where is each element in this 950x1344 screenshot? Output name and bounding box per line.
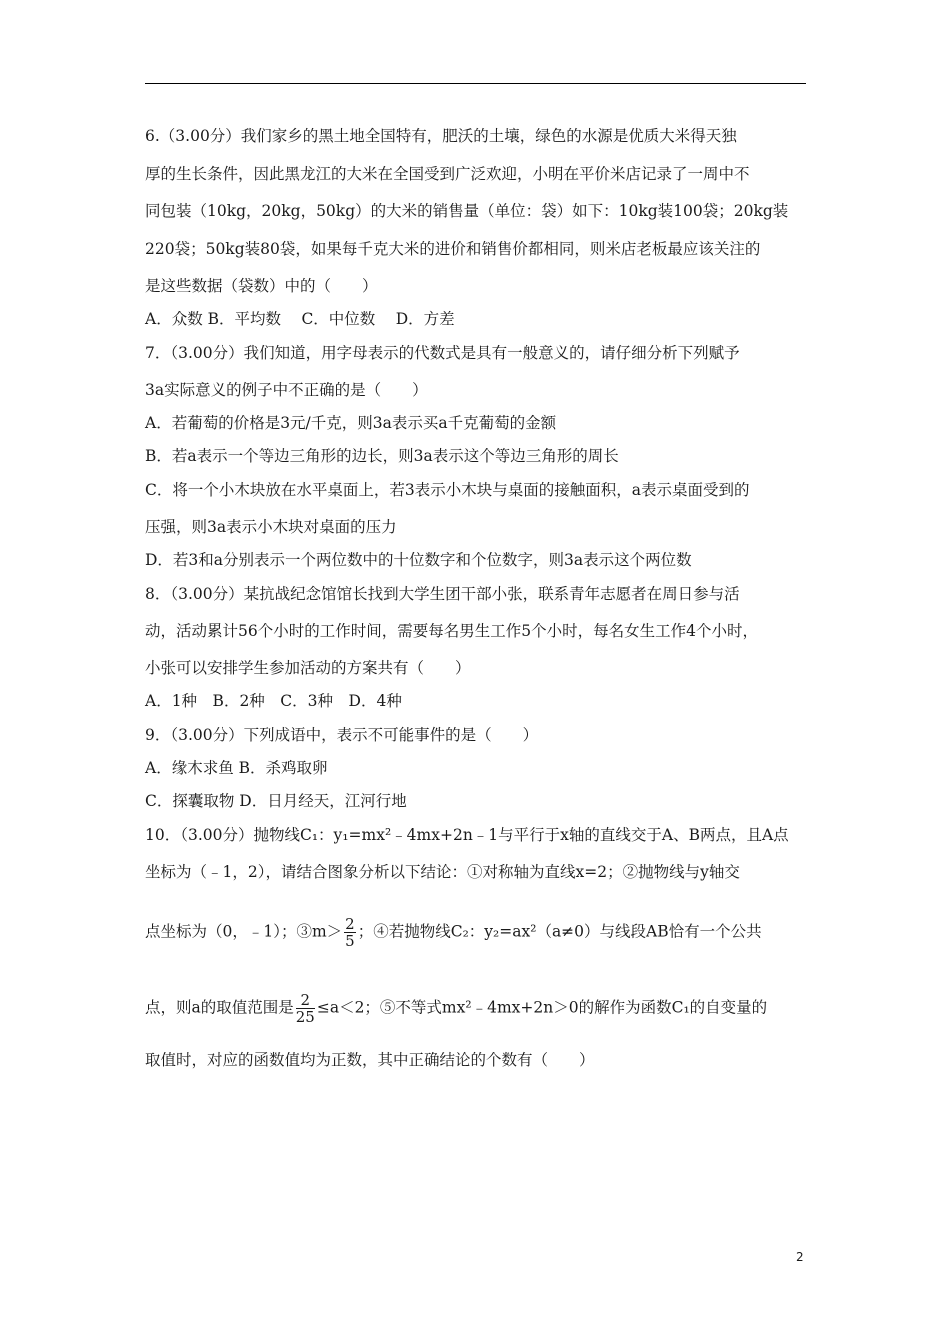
- fraction-two-twentyfifths: [296, 992, 315, 1025]
- q6-line-3: 同包装（10kg，20kg，50kg）的大米的销售量（单位：袋）如下：10kg装100袋；20kg装: [145, 202, 789, 220]
- q8-options: A．1种 B．2种 C．3种 D．4种: [145, 692, 402, 710]
- q9-line-1: 9．（3.00分）下列成语中，表示不可能事件的是（ ）: [145, 726, 539, 744]
- fraction-numerator: 2: [296, 992, 315, 1009]
- q6-options: A．众数 B．平均数 C．中位数 D．方差: [145, 310, 455, 328]
- q6-line-2: 厚的生长条件，因此黑龙江的大米在全国受到广泛欢迎，小明在平价米店记录了一周中不: [145, 165, 750, 183]
- q8-line-3: 小张可以安排学生参加活动的方案共有（ ）: [145, 659, 471, 677]
- q8-line-2: 动，活动累计56个小时的工作时间，需要每名男生工作5个小时，每名女生工作4个小时，: [145, 622, 758, 640]
- q10-line-1: 10．（3.00分）抛物线C₁：y₁=mx²﹣4mx+2n﹣1与平行于x轴的直线交于A、B两点，且A点: [145, 826, 789, 844]
- q7-option-a: A．若葡萄的价格是3元/千克，则3a表示买a千克葡萄的金额: [145, 414, 557, 432]
- q6-line-5: 是这些数据（袋数）中的（ ）: [145, 277, 378, 295]
- q6-line-1: 6.（3.00分）我们家乡的黑土地全国特有，肥沃的土壤，绿色的水源是优质大米得天独: [145, 127, 737, 145]
- q9-options-ab: A．缘木求鱼 B．杀鸡取卵: [145, 759, 328, 777]
- header-rule: [145, 83, 806, 84]
- q7-option-c-line-1: C．将一个小木块放在水平桌面上，若3表示小木块与桌面的接触面积，a表示桌面受到的: [145, 481, 750, 499]
- q7-option-d: D．若3和a分别表示一个两位数中的十位数字和个位数字，则3a表示这个两位数: [145, 551, 692, 569]
- q10-line-4-start: 点，则a的取值范围是: [145, 998, 294, 1017]
- q7-option-c-line-2: 压强，则3a表示小木块对桌面的压力: [145, 518, 397, 536]
- fraction-denominator: 25: [295, 1008, 315, 1026]
- q7-option-b: B．若a表示一个等边三角形的边长，则3a表示这个等边三角形的周长: [145, 447, 619, 465]
- page-number: 2: [796, 1250, 804, 1264]
- q7-line-1: 7．（3.00分）我们知道，用字母表示的代数式是具有一般意义的，请仔细分析下列赋予: [145, 344, 740, 362]
- q10-line-2: 坐标为（﹣1，2），请结合图象分析以下结论：①对称轴为直线x=2；②抛物线与y轴交: [145, 863, 740, 881]
- q10-line-4-end: ≤a＜2；⑤不等式mx²﹣4mx+2n＞0的解作为函数C₁的自变量的: [316, 998, 768, 1017]
- q10-line-3: [145, 916, 762, 949]
- q10-line-3-start: 点坐标为（0，﹣1）；③m＞: [145, 922, 343, 941]
- q10-line-3-end: ；④若抛物线C₂：y₂=ax²（a≠0）与线段AB恰有一个公共: [357, 922, 762, 941]
- q9-options-cd: C．探囊取物 D．日月经天，江河行地: [145, 792, 407, 810]
- fraction-two-fifths: [344, 916, 356, 949]
- q10-line-4: [145, 992, 767, 1025]
- q6-line-4: 220袋；50kg装80袋，如果每千克大米的进价和销售价都相同，则米店老板最应该关注的: [145, 240, 761, 258]
- fraction-denominator: 5: [345, 932, 355, 950]
- q8-line-1: 8．（3.00分）某抗战纪念馆馆长找到大学生团干部小张，联系青年志愿者在周日参与活: [145, 585, 740, 603]
- fraction-numerator: 2: [345, 915, 355, 933]
- q7-line-2: 3a实际意义的例子中不正确的是（ ）: [145, 381, 428, 399]
- q10-line-5: 取值时，对应的函数值均为正数，其中正确结论的个数有（ ）: [145, 1051, 595, 1069]
